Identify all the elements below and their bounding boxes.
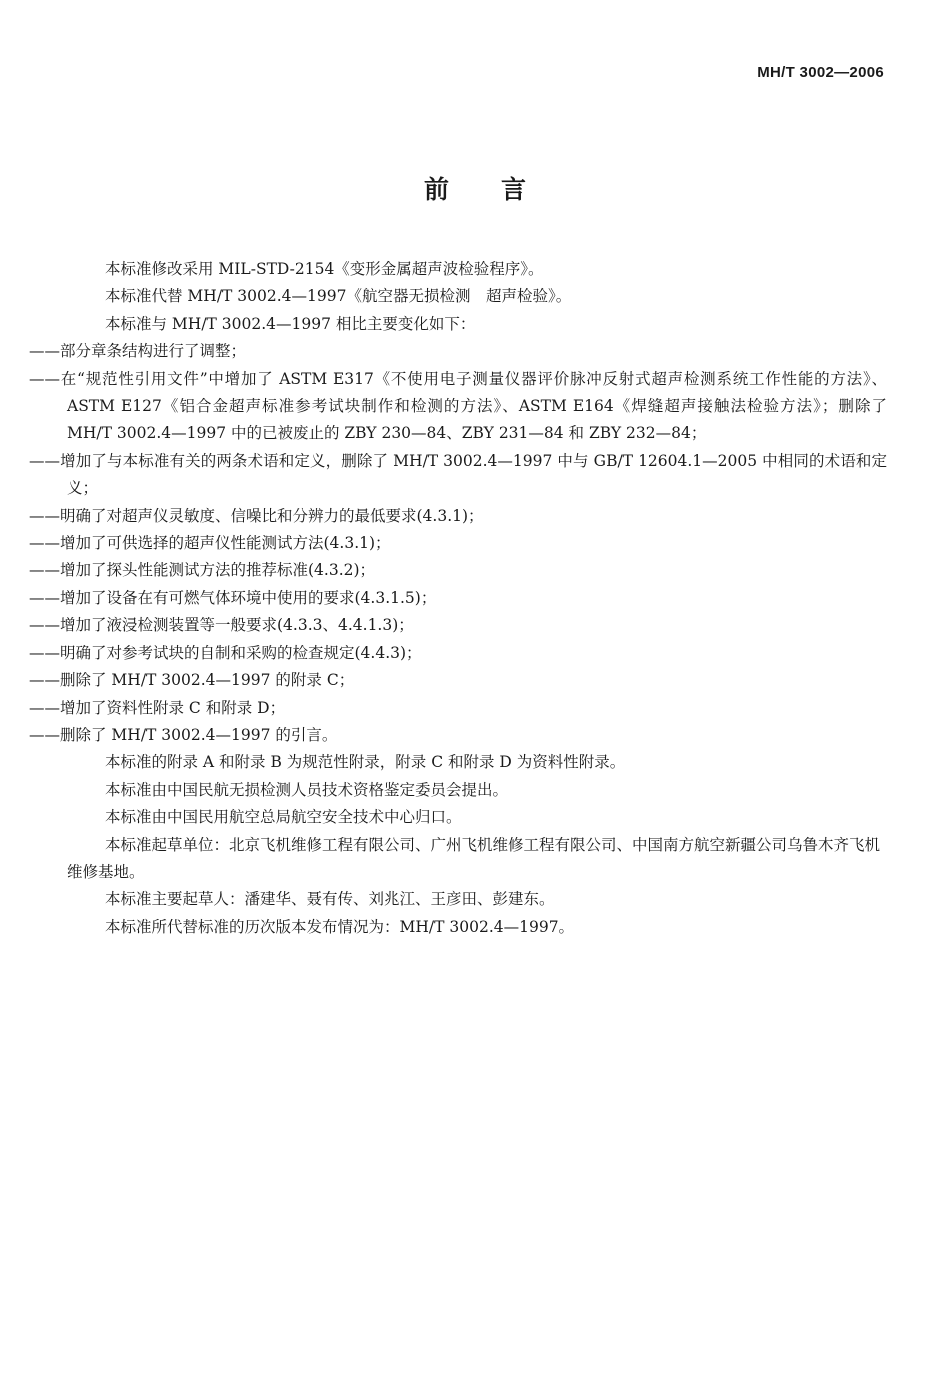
paragraph-proposed-by: 本标准由中国民航无损检测人员技术资格鉴定委员会提出。 [105, 780, 509, 799]
document-body [29, 256, 887, 941]
paragraph-drafters: 本标准主要起草人：潘建华、聂有传、刘兆江、王彦田、彭建东。 [105, 890, 555, 909]
paragraph-replaces: 本标准代替 MH/T 3002.4—1997《航空器无损检测 超声检验》。 [105, 287, 572, 306]
document-code: MH/T 3002—2006 [757, 64, 884, 81]
paragraph-changes-intro: 本标准与 MH/T 3002.4—1997 相比主要变化如下： [105, 314, 476, 333]
page-title: 前言 [423, 175, 578, 204]
change-item: ——增加了可供选择的超声仪性能测试方法(4.3.1)； [29, 534, 391, 553]
change-item: ——增加了设备在有可燃气体环境中使用的要求(4.3.1.5)； [29, 588, 437, 607]
paragraph-history: 本标准所代替标准的历次版本发布情况为：MH/T 3002.4—1997。 [105, 917, 575, 936]
change-item: ——部分章条结构进行了调整； [29, 342, 247, 361]
change-item: ——增加了资料性附录 C 和附录 D； [29, 698, 286, 717]
change-item: ——增加了液浸检测装置等一般要求(4.3.3、4.4.1.3)； [29, 616, 414, 635]
change-item: ——删除了 MH/T 3002.4—1997 的引言。 [29, 725, 338, 744]
paragraph-administered-by: 本标准由中国民用航空总局航空安全技术中心归口。 [105, 808, 462, 827]
change-item: ——增加了探头性能测试方法的推荐标准(4.3.2)； [29, 561, 376, 580]
paragraph-annexes: 本标准的附录 A 和附录 B 为规范性附录，附录 C 和附录 D 为资料性附录。 [105, 753, 626, 772]
change-item: ——明确了对参考试块的自制和采购的检查规定(4.4.3)； [29, 643, 422, 662]
change-item: ——明确了对超声仪灵敏度、信噪比和分辨力的最低要求(4.3.1)； [29, 506, 484, 525]
change-item: ——删除了 MH/T 3002.4—1997 的附录 C； [29, 671, 355, 690]
change-item: ——增加了与本标准有关的两条术语和定义，删除了 MH/T 3002.4—1997 中与 GB/T 12604.1—2005 中相同的术语和定义； [29, 451, 887, 498]
paragraph-adoption: 本标准修改采用 MIL-STD-2154《变形金属超声波检验程序》。 [105, 260, 544, 278]
change-item: ——在“规范性引用文件”中增加了 ASTM E317《不使用电子测量仪器评价脉冲反射式超声检测系统工作性能的方法》、ASTM E127《铝合金超声标准参考试块制作和检测的方法》、ASTM E164《焊缝超声接触法检验方法》；删除了 MH/T 3002.4—1997 中的已被废止的 ZBY 230—84、ZBY 231—84 和 ZBY 232—84； [29, 369, 887, 443]
paragraph-drafting-units: 本标准起草单位：北京飞机维修工程有限公司、广州飞机维修工程有限公司、中国南方航空新疆公司乌鲁木齐飞机维修基地。 [67, 835, 881, 881]
